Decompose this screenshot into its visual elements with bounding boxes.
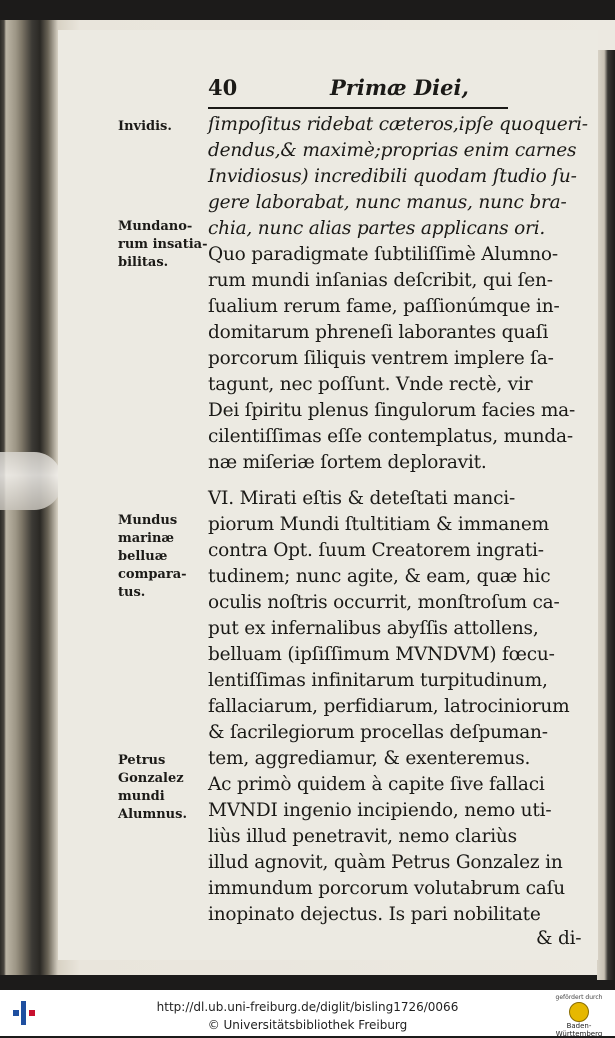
text-line: gere laborabat, nunc manus, nunc bra-	[208, 192, 567, 213]
text-line: domitarum phreneſi laborantes quaſi	[208, 322, 549, 343]
text-line: contra Opt. ſuum Creatorem ingrati-	[208, 540, 544, 561]
margin-note: Invidis.	[118, 119, 172, 134]
text-line: liùs illud penetravit, nemo clariùs	[208, 826, 517, 847]
copyright-notice: © Universitätsbibliothek Freiburg	[207, 1018, 408, 1032]
text-line: VI. Mirati eſtis & deteſtati manci-	[208, 488, 515, 509]
text-line: piorum Mundi ſtultitiam & immanem	[208, 514, 549, 535]
text-line: tem, aggrediamur, & exenteremus.	[208, 748, 531, 769]
book-page	[58, 30, 598, 960]
text-line: porcorum ſiliquis ventrem implere ſa-	[208, 348, 554, 369]
text-line: put ex infernalibus abyſſis attollens,	[208, 618, 539, 639]
text-line: ſimpoſitus ridebat cæteros,ipſe quoqueri-	[208, 114, 588, 135]
text-line: Quo paradigmate ſubtiliſſimè Alumno-	[208, 244, 558, 265]
text-line: ſualium rerum fame, paſſionúmque in-	[208, 296, 560, 317]
text-line: lentiſſimas infinitarum turpitudinum,	[208, 670, 548, 691]
text-line: belluam (ipſiſſimum MVNDVM) fœcu-	[208, 644, 555, 665]
text-line: immundum porcorum volutabrum caſu	[208, 878, 565, 899]
page-number: 40	[208, 75, 238, 100]
text-line: inopinato dejectus. Is pari nobilitate	[208, 904, 541, 925]
catchword: & di-	[536, 928, 582, 949]
text-line: cilentiſſimas eſſe contemplatus, munda-	[208, 426, 573, 447]
margin-note: Petrus Gonzalez mundi Alumnus.	[118, 753, 187, 822]
sponsor-logo: gefördert durch Baden-Württemberg	[555, 994, 603, 1038]
margin-note: Mundano- rum insatia- bilitas.	[118, 219, 208, 270]
text-line: rum mundi inſanias deſcribit, qui ſen-	[208, 270, 553, 291]
text-line: næ miſeriæ ſortem deploravit.	[208, 452, 487, 473]
text-line: tagunt, nec poſſunt. Vnde rectè, vir	[208, 374, 533, 395]
text-line: chia, nunc alias partes applicans ori.	[208, 218, 546, 239]
page-header	[208, 75, 508, 109]
margin-note: Mundus marinæ belluæ compara- tus.	[118, 513, 187, 600]
viewer-footer	[0, 990, 615, 1036]
text-line: Dei ſpiritu plenus ſingulorum facies ma-	[208, 400, 576, 421]
text-line: MVNDI ingenio incipiendo, nemo uti-	[208, 800, 552, 821]
document-url-link[interactable]: http://dl.ub.uni-freiburg.de/diglit/bisling1726/0066	[156, 1000, 459, 1014]
running-title: Primæ Diei,	[330, 75, 469, 100]
text-line: Ac primò quidem à capite ſive fallaci	[208, 774, 545, 795]
text-line: illud agnovit, quàm Petrus Gonzalez in	[208, 852, 563, 873]
text-line: oculis noſtris occurrit, monſtroſum ca-	[208, 592, 560, 613]
text-line: tudinem; nunc agite, & eam, quæ hic	[208, 566, 551, 587]
text-line: Invidiosus) incredibili quodam ſtudio ſu-	[208, 166, 577, 187]
text-line: fallaciarum, perfidiarum, latrociniorum	[208, 696, 570, 717]
text-line: & ſacrilegiorum procellas deſpuman-	[208, 722, 548, 743]
baden-wuerttemberg-seal-icon	[569, 1002, 589, 1022]
text-line: dendus,& maximè;proprias enim carnes	[208, 140, 577, 161]
scanner-clip	[0, 452, 62, 510]
